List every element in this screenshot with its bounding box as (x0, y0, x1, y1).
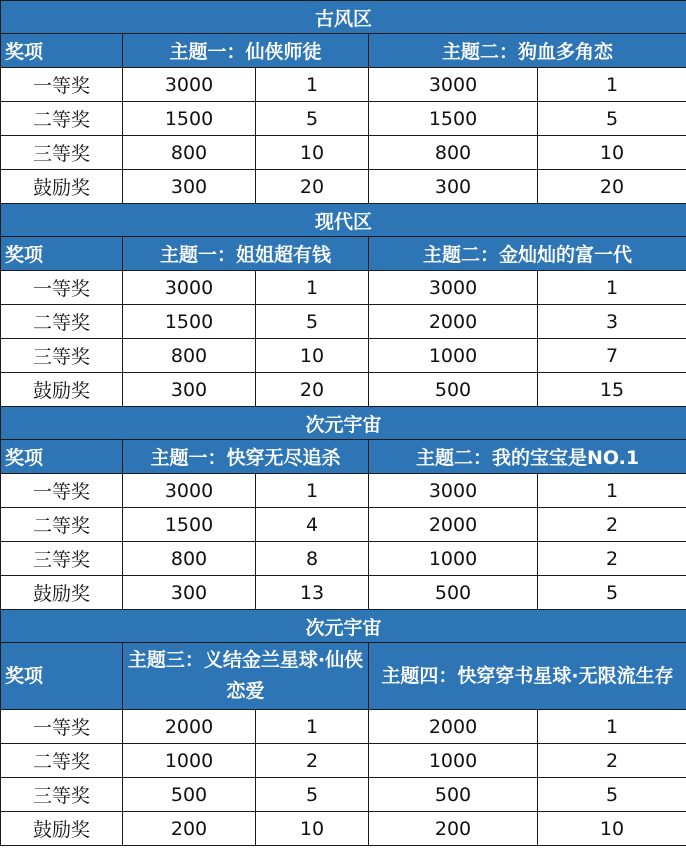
theme-a-amount: 1500 (123, 508, 256, 542)
theme-b-amount: 500 (369, 373, 538, 407)
theme-b-count: 1 (538, 474, 686, 508)
prize-name: 三等奖 (1, 339, 123, 373)
theme-a-count: 5 (256, 305, 369, 339)
theme-a-amount: 300 (123, 170, 256, 204)
prize-column-header: 奖项 (1, 643, 123, 710)
theme-b-amount: 3000 (369, 271, 538, 305)
prize-column-header: 奖项 (1, 237, 123, 271)
prize-name: 二等奖 (1, 102, 123, 136)
table-row (1, 68, 686, 102)
prize-name: 鼓励奖 (1, 373, 123, 407)
theme-a-count: 1 (256, 68, 369, 102)
theme-b-count: 7 (538, 339, 686, 373)
section-title-row (1, 204, 686, 237)
theme-b-count: 1 (538, 271, 686, 305)
theme-b-amount: 2000 (369, 508, 538, 542)
table-row (1, 339, 686, 373)
theme-a-amount: 300 (123, 373, 256, 407)
table-row (1, 812, 686, 846)
theme-b-header: 主题四：快穿穿书星球·无限流生存 (369, 643, 686, 710)
section-title: 现代区 (1, 204, 686, 237)
section-title-row (1, 610, 686, 643)
theme-a-count: 10 (256, 339, 369, 373)
theme-b-count: 15 (538, 373, 686, 407)
prize-name: 二等奖 (1, 744, 123, 778)
table-row (1, 508, 686, 542)
prize-name: 一等奖 (1, 68, 123, 102)
section-title: 古风区 (1, 1, 686, 34)
prize-name: 三等奖 (1, 542, 123, 576)
table-row (1, 136, 686, 170)
theme-a-amount: 1500 (123, 305, 256, 339)
section-title-row (1, 407, 686, 440)
theme-b-count: 3 (538, 305, 686, 339)
theme-b-count: 2 (538, 744, 686, 778)
theme-b-amount: 500 (369, 778, 538, 812)
theme-b-amount: 200 (369, 812, 538, 846)
theme-b-header: 主题二：金灿灿的富一代 (369, 237, 686, 271)
theme-a-amount: 200 (123, 812, 256, 846)
theme-a-count: 2 (256, 744, 369, 778)
section-title-row (1, 1, 686, 34)
table-row (1, 778, 686, 812)
theme-b-count: 5 (538, 778, 686, 812)
theme-a-header: 主题一：姐姐超有钱 (123, 237, 369, 271)
theme-a-amount: 500 (123, 778, 256, 812)
section-title: 次元宇宙 (1, 407, 686, 440)
theme-b-count: 2 (538, 542, 686, 576)
theme-a-header: 主题一：快穿无尽追杀 (123, 440, 369, 474)
theme-a-count: 20 (256, 170, 369, 204)
theme-a-count: 8 (256, 542, 369, 576)
prize-name: 鼓励奖 (1, 170, 123, 204)
theme-a-amount: 3000 (123, 271, 256, 305)
prize-name: 二等奖 (1, 508, 123, 542)
prize-name: 一等奖 (1, 474, 123, 508)
theme-a-count: 5 (256, 778, 369, 812)
theme-a-amount: 1500 (123, 102, 256, 136)
theme-b-count: 1 (538, 710, 686, 744)
theme-b-amount: 2000 (369, 305, 538, 339)
theme-a-amount: 800 (123, 339, 256, 373)
theme-b-count: 1 (538, 68, 686, 102)
theme-a-amount: 1000 (123, 744, 256, 778)
theme-a-amount: 3000 (123, 68, 256, 102)
prize-name: 三等奖 (1, 778, 123, 812)
table-row (1, 373, 686, 407)
theme-b-amount: 300 (369, 170, 538, 204)
theme-b-count: 2 (538, 508, 686, 542)
prize-name: 二等奖 (1, 305, 123, 339)
theme-b-amount: 1000 (369, 744, 538, 778)
table-row (1, 102, 686, 136)
section-header-row (1, 643, 686, 710)
theme-b-count: 10 (538, 812, 686, 846)
prize-column-header: 奖项 (1, 440, 123, 474)
theme-b-count: 5 (538, 576, 686, 610)
theme-b-header: 主题二：我的宝宝是NO.1 (369, 440, 686, 474)
prize-name: 一等奖 (1, 710, 123, 744)
section-header-row (1, 34, 686, 68)
table-row (1, 576, 686, 610)
theme-a-count: 1 (256, 710, 369, 744)
theme-a-count: 5 (256, 102, 369, 136)
section-header-row (1, 237, 686, 271)
table-row (1, 271, 686, 305)
section-title: 次元宇宙 (1, 610, 686, 643)
theme-a-amount: 800 (123, 542, 256, 576)
theme-a-header: 主题三：义结金兰星球·仙侠恋爱 (123, 643, 369, 710)
theme-a-count: 1 (256, 271, 369, 305)
prize-name: 一等奖 (1, 271, 123, 305)
theme-a-count: 10 (256, 812, 369, 846)
table-row (1, 474, 686, 508)
section-header-row (1, 440, 686, 474)
table-row (1, 710, 686, 744)
table-row (1, 305, 686, 339)
theme-b-amount: 3000 (369, 68, 538, 102)
theme-b-amount: 3000 (369, 474, 538, 508)
theme-a-count: 4 (256, 508, 369, 542)
table-row (1, 170, 686, 204)
prize-name: 三等奖 (1, 136, 123, 170)
theme-a-header: 主题一：仙侠师徒 (123, 34, 369, 68)
table-row (1, 542, 686, 576)
table-row (1, 744, 686, 778)
theme-b-count: 10 (538, 136, 686, 170)
theme-b-amount: 2000 (369, 710, 538, 744)
theme-b-amount: 800 (369, 136, 538, 170)
prize-name: 鼓励奖 (1, 812, 123, 846)
prize-column-header: 奖项 (1, 34, 123, 68)
theme-a-count: 1 (256, 474, 369, 508)
theme-a-amount: 800 (123, 136, 256, 170)
theme-a-amount: 2000 (123, 710, 256, 744)
theme-a-count: 20 (256, 373, 369, 407)
theme-b-amount: 1000 (369, 339, 538, 373)
prize-table-body (1, 1, 686, 846)
theme-b-amount: 500 (369, 576, 538, 610)
theme-a-count: 13 (256, 576, 369, 610)
theme-a-count: 10 (256, 136, 369, 170)
theme-b-header: 主题二：狗血多角恋 (369, 34, 686, 68)
theme-b-amount: 1500 (369, 102, 538, 136)
theme-a-amount: 3000 (123, 474, 256, 508)
theme-b-amount: 1000 (369, 542, 538, 576)
prize-name: 鼓励奖 (1, 576, 123, 610)
theme-b-count: 5 (538, 102, 686, 136)
theme-a-amount: 300 (123, 576, 256, 610)
theme-b-count: 20 (538, 170, 686, 204)
